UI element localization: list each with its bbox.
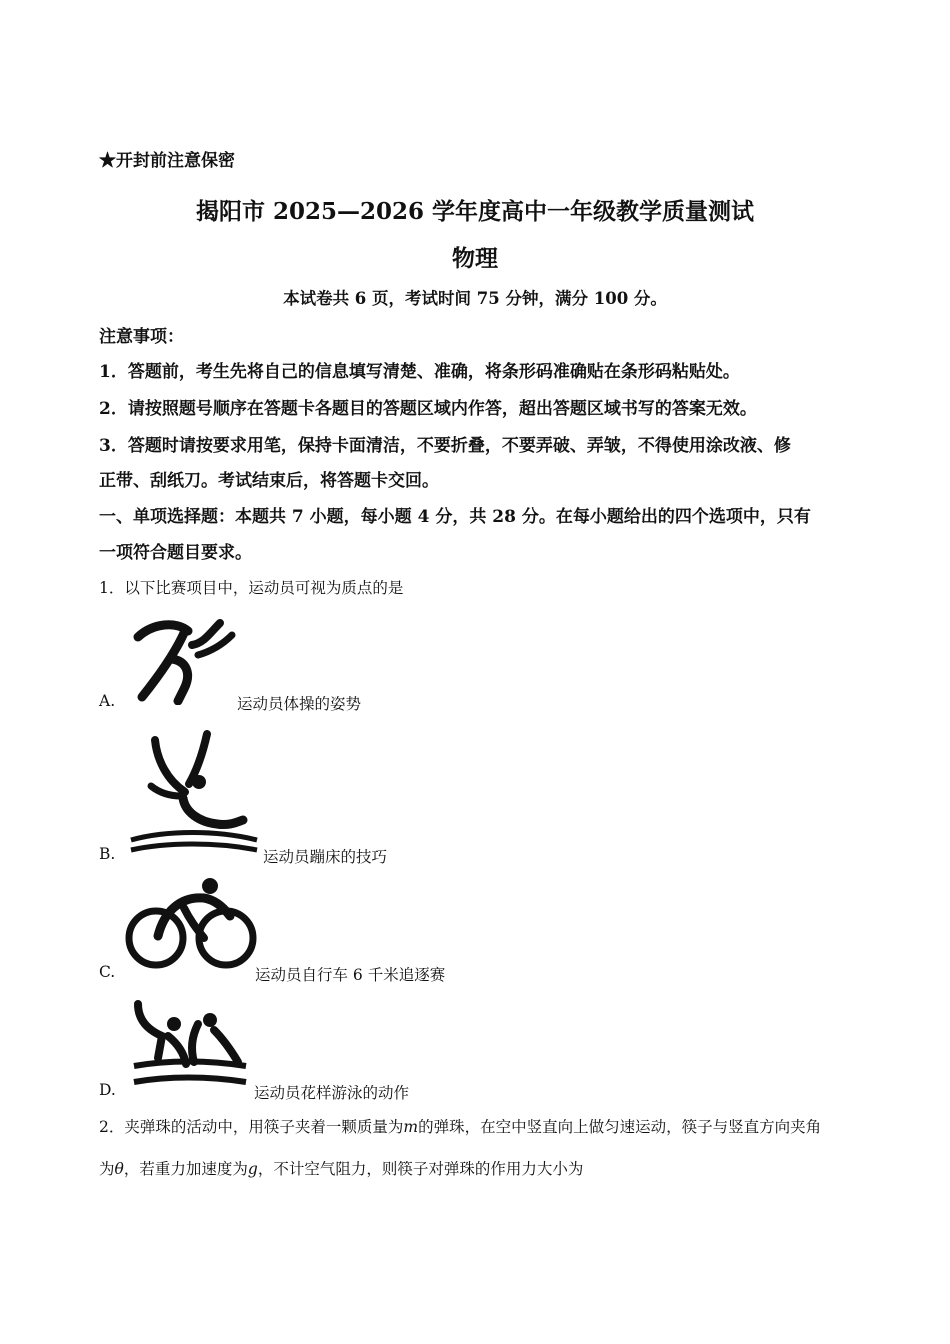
note-item-3-continued: 正带、刮纸刀。考试结束后，将答题卡交回。 bbox=[99, 471, 439, 491]
gymnastics-icon bbox=[128, 615, 238, 705]
note-item-1: 1．答题前，考生先将自己的信息填写清楚、准确，将条形码准确贴在条形码粘贴处。 bbox=[99, 362, 740, 382]
option-d-text: 运动员花样游泳的动作 bbox=[254, 1084, 410, 1102]
section-heading: 一、单项选择题：本题共 7 小题，每小题 4 分，共 28 分。在每小题给出的四个选项中，只有 bbox=[99, 507, 811, 527]
option-a-letter: A. bbox=[99, 692, 116, 710]
q2-text-2c: ，不计空气阻力，则筷子对弹珠的作用力大小为 bbox=[257, 1160, 584, 1178]
synchronized-swimming-icon bbox=[128, 996, 253, 1091]
section-heading-continued: 一项符合题目要求。 bbox=[99, 543, 252, 563]
cycling-icon bbox=[124, 876, 259, 976]
subject-title: 物理 bbox=[452, 245, 498, 272]
question-1-stem: 1．以下比赛项目中，运动员可视为质点的是 bbox=[99, 579, 404, 597]
note-item-3: 3．答题时请按要求用笔，保持卡面清洁，不要折叠，不要弄破、弄皱，不得使用涂改液、修 bbox=[99, 436, 791, 456]
option-a-text: 运动员体操的姿势 bbox=[237, 695, 362, 713]
q2-text-2a: 为 bbox=[99, 1160, 115, 1178]
variable-theta: θ bbox=[114, 1160, 124, 1178]
option-b-text: 运动员蹦床的技巧 bbox=[263, 848, 388, 866]
q2-text-2b: ，若重力加速度为 bbox=[123, 1160, 248, 1178]
notes-heading: 注意事项： bbox=[99, 327, 184, 347]
q2-text-1a: 2．夹弹珠的活动中，用筷子夹着一颗质量为 bbox=[99, 1118, 404, 1136]
trampoline-icon bbox=[127, 730, 262, 855]
note-item-2: 2．请按照题号顺序在答题卡各题目的答题区域内作答，超出答题区域书写的答案无效。 bbox=[99, 399, 757, 419]
q2-text-1b: 的弹珠，在空中竖直向上做匀速运动，筷子与竖直方向夹角 bbox=[418, 1118, 822, 1136]
variable-g: g bbox=[247, 1160, 258, 1178]
exam-title: 揭阳市 2025—2026 学年度高中一年级教学质量测试 bbox=[195, 198, 755, 225]
secret-notice: ★开封前注意保密 bbox=[99, 151, 235, 171]
question-2-stem-line2 bbox=[99, 1157, 583, 1179]
option-d-letter: D. bbox=[99, 1081, 116, 1099]
variable-m: m bbox=[403, 1118, 419, 1136]
question-2-stem-line1 bbox=[99, 1115, 821, 1137]
exam-info: 本试卷共 6 页，考试时间 75 分钟，满分 100 分。 bbox=[283, 289, 667, 308]
option-b-letter: B. bbox=[99, 845, 116, 863]
option-c-text: 运动员自行车 6 千米追逐赛 bbox=[255, 966, 446, 984]
option-c-letter: C. bbox=[99, 963, 116, 981]
